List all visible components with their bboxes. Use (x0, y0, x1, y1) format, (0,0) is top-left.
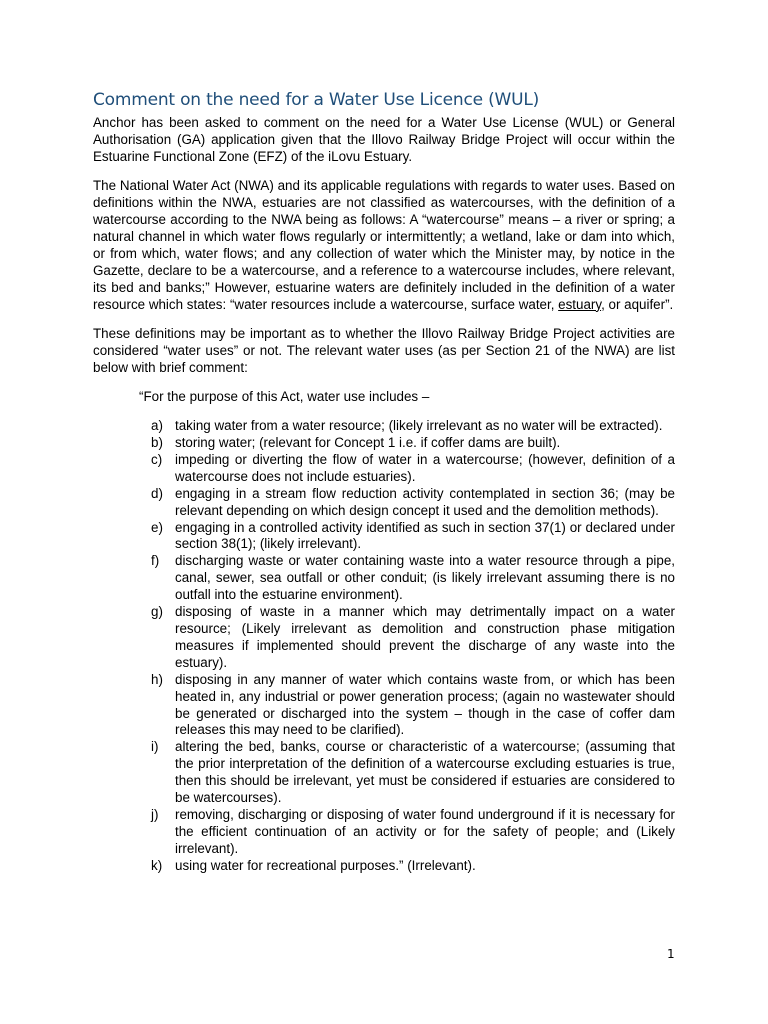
underlined-word-estuary: estuary (558, 296, 602, 312)
list-item-text: taking water from a water resource; (likely irrelevant as no water will be extracted). (175, 418, 663, 434)
paragraph-nwa-text: The National Water Act (NWA) and its applicable regulations with regards to water uses. Based on definitions within the NWA, estuaries are not classified as watercourses, with the definition of a watercourse according to the NWA being as follows: A “watercourse” means – a river or spring; a natural channel in which water flows regularly or intermittently; a wetland, lake or dam into which, or from which, water flows; and any collection of water which the Minister may, by notice in the Gazette, declare to be a watercourse, and a reference to a watercourse includes, where relevant, its bed and banks;” However, estuarine waters are definitely included in the definition of a water resource which states: “water resources include a watercourse, surface water, (93, 178, 675, 312)
list-item-text: disposing of waste in a manner which may detrimentally impact on a water resource; (Likely irrelevant as demolition and construction phase mitigation measures if implemented should prevent the discharge of any waste into the estuary). (175, 604, 675, 670)
list-item-text: impeding or diverting the flow of water in a watercourse; (however, definition of a watercourse does not include estuaries). (175, 451, 675, 484)
paragraph-nwa-definitions (93, 178, 675, 313)
list-item (151, 739, 675, 807)
list-marker: i) (151, 739, 159, 755)
list-item-text: using water for recreational purposes.” (Irrelevant). (175, 857, 476, 873)
list-item (151, 418, 675, 435)
water-use-list (93, 418, 675, 874)
list-marker: c) (151, 451, 163, 467)
quote-intro: “For the purpose of this Act, water use includes – (139, 389, 430, 405)
list-marker: e) (151, 519, 163, 535)
list-item-text: engaging in a controlled activity identified as such in section 37(1) or declared under section 38(1); (likely irrelevant). (175, 519, 675, 552)
list-marker: f) (151, 553, 160, 569)
document-body (93, 89, 675, 875)
list-marker: b) (151, 435, 163, 450)
list-item (151, 553, 675, 604)
list-item (151, 807, 675, 858)
list-item (151, 672, 675, 740)
list-marker: d) (151, 485, 163, 501)
list-marker: a) (151, 418, 163, 434)
list-item-text: removing, discharging or disposing of water found underground if it is necessary for the efficient continuation of an activity or for the safety of people; and (Likely irrelevant). (175, 806, 675, 856)
list-item (151, 452, 675, 486)
list-marker: g) (151, 604, 163, 620)
list-item (151, 435, 675, 452)
list-item (151, 520, 675, 554)
list-marker: h) (151, 671, 163, 687)
list-item (151, 858, 675, 875)
list-marker: j) (151, 806, 159, 822)
page-number: 1 (667, 947, 675, 961)
paragraph-water-uses: These definitions may be important as to whether the Illovo Railway Bridge Project activities are considered “water uses” or not. The relevant water uses (as per Section 21 of the NWA) are list below with brief comment: (93, 325, 675, 375)
section-heading: Comment on the need for a Water Use Licence (WUL) (93, 90, 540, 110)
list-item-text: engaging in a stream flow reduction activity contemplated in section 36; (may be relevant depending on which design concept it used and the demolition methods). (175, 485, 675, 518)
list-item-text: altering the bed, banks, course or characteristic of a watercourse; (assuming that the prior interpretation of the definition of a watercourse excluding estuaries is true, then this should be irrelevant, yet must be considered if estuaries are considered to be watercourses). (175, 739, 675, 806)
list-item-text: storing water; (relevant for Concept 1 i.e. if coffer dams are built). (175, 435, 561, 450)
paragraph-nwa-tail: , or aquifer”. (601, 296, 674, 312)
list-item (151, 604, 675, 672)
list-item-text: disposing in any manner of water which contains waste from, or which has been heated in, any industrial or power generation process; (again no wastewater should be generated or discharged into the system – though in the case of coffer dam releases this may need to be clarified). (175, 671, 675, 738)
paragraph-intro: Anchor has been asked to comment on the need for a Water Use License (WUL) or General Authorisation (GA) application given that the Illovo Railway Bridge Project will occur within the Estuarine Functional Zone (EFZ) of the iLovu Estuary. (93, 115, 675, 164)
list-marker: k) (151, 857, 163, 873)
list-item-text: discharging waste or water containing waste into a water resource through a pipe, canal, sewer, sea outfall or other conduit; (is likely irrelevant assuming there is no outfall into the estuarine environment). (175, 553, 675, 603)
list-item (151, 486, 675, 520)
